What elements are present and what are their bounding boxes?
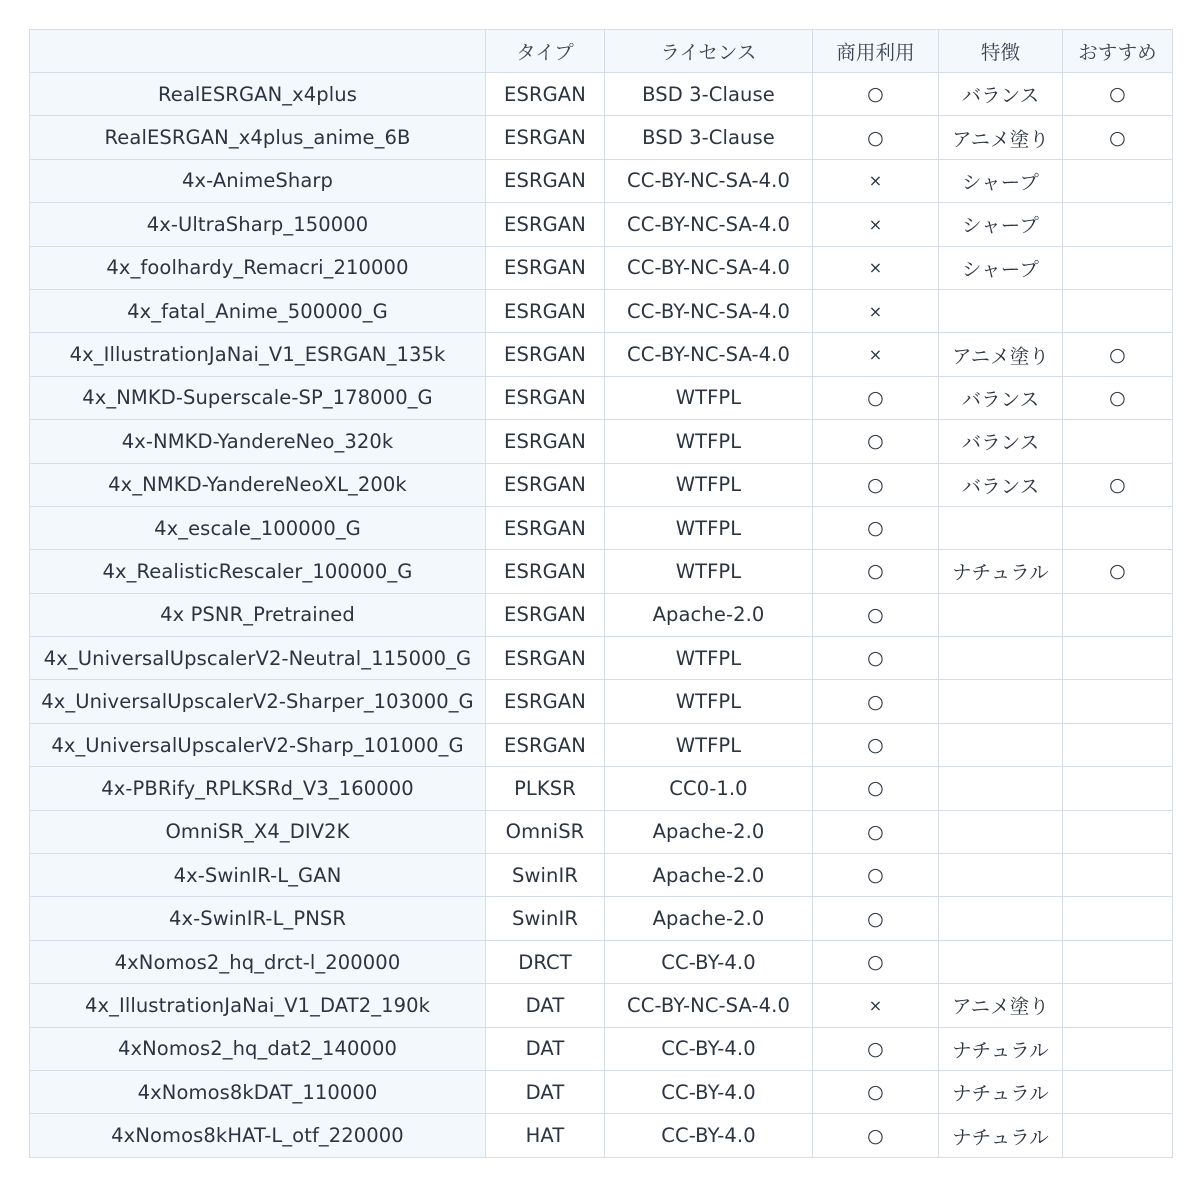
cell-model-name: 4x_IllustrationJaNai_V1_DAT2_190k [30,984,486,1027]
cell-license: CC-BY-NC-SA-4.0 [605,289,813,332]
cell-type: SwinIR [486,897,605,940]
cell-recommended [1063,246,1173,289]
cell-feature: ナチュラル [939,1114,1063,1157]
cell-feature [939,506,1063,549]
cell-model-name: RealESRGAN_x4plus [30,73,486,116]
cell-recommended [1063,1027,1173,1070]
cell-license: CC-BY-NC-SA-4.0 [605,246,813,289]
cell-commercial-use: ○ [813,854,939,897]
cell-feature [939,723,1063,766]
cell-model-name: 4x_UniversalUpscalerV2-Sharper_103000_G [30,680,486,723]
cell-type: ESRGAN [486,420,605,463]
cell-license: BSD 3-Clause [605,73,813,116]
cell-recommended [1063,854,1173,897]
cell-model-name: 4x_NMKD-Superscale-SP_178000_G [30,376,486,419]
cell-feature: アニメ塗り [939,116,1063,159]
table-row [30,463,1173,506]
cell-model-name: 4xNomos8kHAT-L_otf_220000 [30,1114,486,1157]
cell-type: ESRGAN [486,333,605,376]
table-row [30,810,1173,853]
cell-license: WTFPL [605,420,813,463]
cell-license: CC-BY-NC-SA-4.0 [605,203,813,246]
header-type: タイプ [486,30,605,73]
cell-commercial-use: ○ [813,810,939,853]
cell-recommended [1063,159,1173,202]
cell-type: ESRGAN [486,159,605,202]
cell-recommended [1063,593,1173,636]
cell-type: ESRGAN [486,203,605,246]
cell-type: ESRGAN [486,289,605,332]
header-commercial-use: 商用利用 [813,30,939,73]
cell-recommended: ○ [1063,73,1173,116]
cell-type: SwinIR [486,854,605,897]
cell-license: BSD 3-Clause [605,116,813,159]
header-feature: 特徴 [939,30,1063,73]
cell-recommended: ○ [1063,116,1173,159]
cell-commercial-use: ○ [813,940,939,983]
table-row [30,376,1173,419]
table-row [30,506,1173,549]
cell-commercial-use: ○ [813,680,939,723]
cell-model-name: 4xNomos8kDAT_110000 [30,1070,486,1113]
table-row [30,854,1173,897]
model-table-container [29,29,1172,1158]
cell-model-name: 4x_UniversalUpscalerV2-Neutral_115000_G [30,637,486,680]
cell-type: ESRGAN [486,246,605,289]
cell-feature: シャープ [939,159,1063,202]
table-row [30,680,1173,723]
cell-feature: シャープ [939,246,1063,289]
cell-feature [939,680,1063,723]
cell-feature: ナチュラル [939,1070,1063,1113]
cell-license: WTFPL [605,637,813,680]
cell-feature: バランス [939,376,1063,419]
header-model [30,30,486,73]
cell-commercial-use: × [813,246,939,289]
cell-license: Apache-2.0 [605,854,813,897]
table-row [30,116,1173,159]
cell-model-name: 4x-AnimeSharp [30,159,486,202]
table-row [30,289,1173,332]
cell-model-name: 4x_RealisticRescaler_100000_G [30,550,486,593]
cell-recommended: ○ [1063,333,1173,376]
cell-model-name: 4x_fatal_Anime_500000_G [30,289,486,332]
cell-license: WTFPL [605,550,813,593]
cell-commercial-use: × [813,333,939,376]
cell-commercial-use: ○ [813,767,939,810]
cell-feature [939,637,1063,680]
cell-recommended: ○ [1063,550,1173,593]
cell-license: Apache-2.0 [605,810,813,853]
cell-commercial-use: ○ [813,376,939,419]
cell-license: WTFPL [605,376,813,419]
cell-type: OmniSR [486,810,605,853]
cell-recommended [1063,723,1173,766]
cell-license: CC-BY-NC-SA-4.0 [605,333,813,376]
cell-commercial-use: × [813,289,939,332]
cell-license: CC-BY-4.0 [605,1027,813,1070]
cell-type: HAT [486,1114,605,1157]
cell-feature [939,854,1063,897]
cell-recommended: ○ [1063,463,1173,506]
cell-feature: バランス [939,420,1063,463]
table-row [30,593,1173,636]
cell-recommended [1063,897,1173,940]
cell-license: Apache-2.0 [605,897,813,940]
cell-feature: シャープ [939,203,1063,246]
cell-feature: ナチュラル [939,550,1063,593]
cell-type: DAT [486,1070,605,1113]
cell-model-name: 4x PSNR_Pretrained [30,593,486,636]
cell-commercial-use: ○ [813,73,939,116]
cell-model-name: 4x_IllustrationJaNai_V1_ESRGAN_135k [30,333,486,376]
cell-commercial-use: × [813,984,939,1027]
table-row [30,940,1173,983]
cell-recommended [1063,420,1173,463]
cell-feature [939,940,1063,983]
cell-commercial-use: ○ [813,637,939,680]
cell-type: ESRGAN [486,376,605,419]
table-row [30,420,1173,463]
table-row [30,1027,1173,1070]
cell-model-name: 4x-SwinIR-L_PNSR [30,897,486,940]
cell-type: ESRGAN [486,73,605,116]
cell-commercial-use: ○ [813,420,939,463]
header-license: ライセンス [605,30,813,73]
cell-model-name: 4x-SwinIR-L_GAN [30,854,486,897]
cell-recommended [1063,637,1173,680]
table-row [30,637,1173,680]
cell-license: CC0-1.0 [605,767,813,810]
cell-commercial-use: ○ [813,593,939,636]
cell-license: WTFPL [605,463,813,506]
cell-feature: アニメ塗り [939,333,1063,376]
cell-recommended [1063,203,1173,246]
cell-recommended [1063,984,1173,1027]
cell-feature [939,810,1063,853]
cell-type: ESRGAN [486,637,605,680]
cell-recommended [1063,810,1173,853]
cell-feature [939,767,1063,810]
table-row [30,897,1173,940]
cell-model-name: OmniSR_X4_DIV2K [30,810,486,853]
cell-model-name: 4x-PBRify_RPLKSRd_V3_160000 [30,767,486,810]
table-row [30,203,1173,246]
cell-commercial-use: ○ [813,463,939,506]
model-comparison-table [29,29,1173,1158]
cell-recommended [1063,1070,1173,1113]
cell-commercial-use: ○ [813,1114,939,1157]
cell-type: ESRGAN [486,506,605,549]
table-row [30,159,1173,202]
cell-type: DAT [486,984,605,1027]
table-row [30,246,1173,289]
cell-feature: ナチュラル [939,1027,1063,1070]
table-row [30,984,1173,1027]
header-recommended: おすすめ [1063,30,1173,73]
table-row [30,723,1173,766]
cell-commercial-use: × [813,203,939,246]
cell-license: WTFPL [605,723,813,766]
cell-license: CC-BY-NC-SA-4.0 [605,159,813,202]
cell-license: WTFPL [605,680,813,723]
table-row [30,550,1173,593]
table-header-row [30,30,1173,73]
cell-type: PLKSR [486,767,605,810]
cell-license: CC-BY-NC-SA-4.0 [605,984,813,1027]
table-row [30,73,1173,116]
cell-commercial-use: ○ [813,550,939,593]
cell-recommended [1063,940,1173,983]
cell-license: Apache-2.0 [605,593,813,636]
cell-feature: バランス [939,463,1063,506]
cell-model-name: 4x_NMKD-YandereNeoXL_200k [30,463,486,506]
cell-license: CC-BY-4.0 [605,1114,813,1157]
cell-type: ESRGAN [486,463,605,506]
cell-type: ESRGAN [486,723,605,766]
table-row [30,333,1173,376]
cell-recommended [1063,1114,1173,1157]
cell-type: ESRGAN [486,593,605,636]
cell-recommended [1063,680,1173,723]
cell-commercial-use: ○ [813,116,939,159]
cell-type: DAT [486,1027,605,1070]
cell-model-name: RealESRGAN_x4plus_anime_6B [30,116,486,159]
cell-type: DRCT [486,940,605,983]
cell-model-name: 4x-UltraSharp_150000 [30,203,486,246]
cell-license: CC-BY-4.0 [605,1070,813,1113]
table-body [30,73,1173,1158]
cell-recommended [1063,506,1173,549]
cell-feature [939,897,1063,940]
cell-model-name: 4x_escale_100000_G [30,506,486,549]
cell-type: ESRGAN [486,116,605,159]
cell-feature: バランス [939,73,1063,116]
cell-recommended [1063,289,1173,332]
cell-model-name: 4xNomos2_hq_dat2_140000 [30,1027,486,1070]
cell-feature: アニメ塗り [939,984,1063,1027]
table-row [30,1114,1173,1157]
cell-license: CC-BY-4.0 [605,940,813,983]
cell-feature [939,289,1063,332]
cell-model-name: 4x_UniversalUpscalerV2-Sharp_101000_G [30,723,486,766]
cell-recommended [1063,767,1173,810]
cell-model-name: 4x_foolhardy_Remacri_210000 [30,246,486,289]
cell-feature [939,593,1063,636]
cell-commercial-use: × [813,159,939,202]
cell-type: ESRGAN [486,680,605,723]
cell-type: ESRGAN [486,550,605,593]
cell-recommended: ○ [1063,376,1173,419]
cell-model-name: 4xNomos2_hq_drct-l_200000 [30,940,486,983]
table-row [30,767,1173,810]
cell-commercial-use: ○ [813,1070,939,1113]
cell-commercial-use: ○ [813,723,939,766]
cell-model-name: 4x-NMKD-YandereNeo_320k [30,420,486,463]
cell-commercial-use: ○ [813,1027,939,1070]
cell-license: WTFPL [605,506,813,549]
table-row [30,1070,1173,1113]
cell-commercial-use: ○ [813,506,939,549]
cell-commercial-use: ○ [813,897,939,940]
